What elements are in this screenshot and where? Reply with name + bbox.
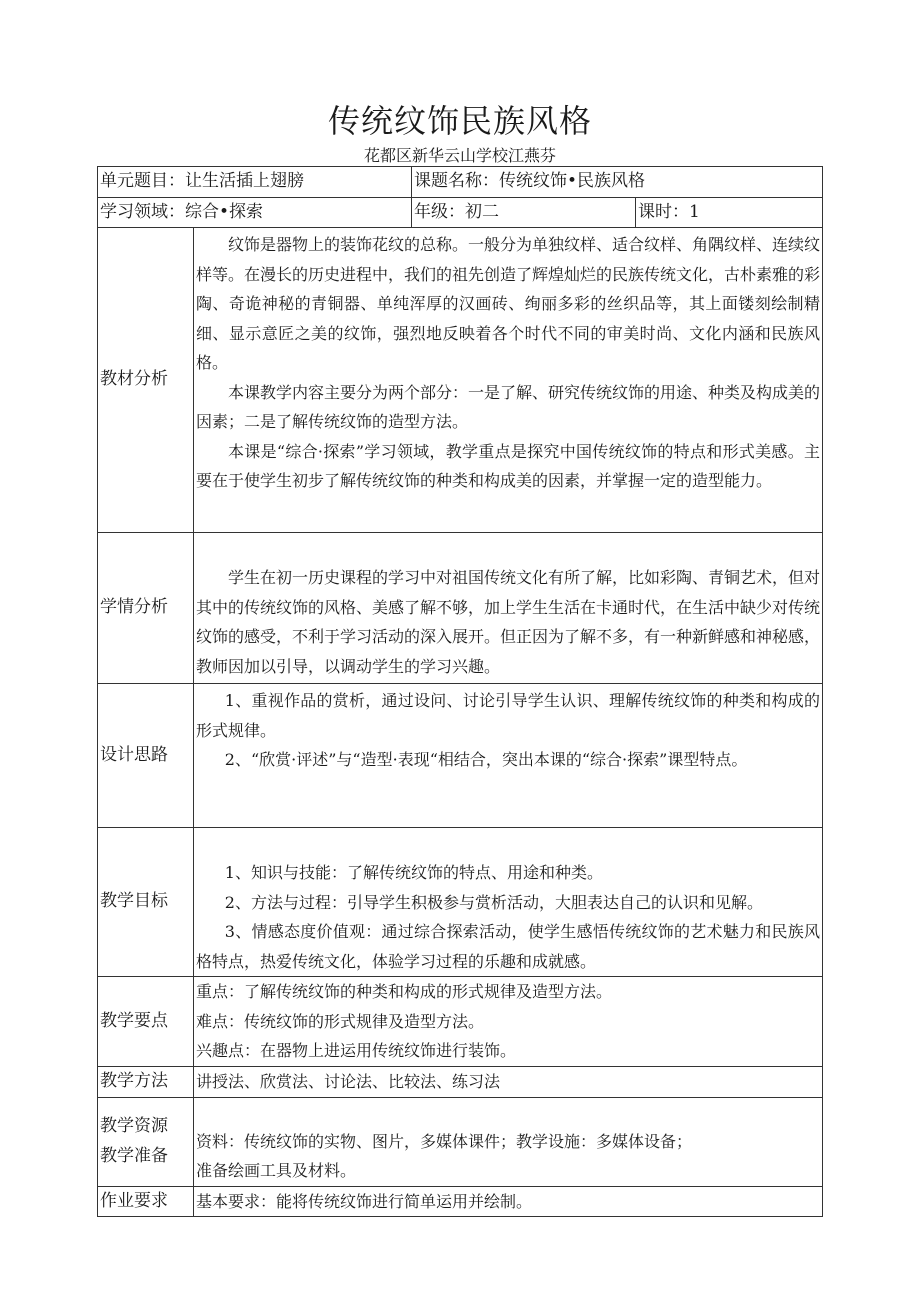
design-paragraph-1: 1、重视作品的赏析，通过设问、讨论引导学生认识、理解传统纹饰的种类和构成的形式规律。 <box>196 691 820 740</box>
lesson-plan-table <box>97 166 823 1217</box>
student-paragraph-1: 学生在初一历史课程的学习中对祖国传统文化有所了解，比如彩陶、青铜艺术，但对其中的传统纹饰的风格、美感了解不够，加上学生生活在卡通时代，在生活中缺少对传统纹饰的感受，不利于学习活动的深入展开。但正因为了解不多，有一种新鲜感和神秘感，教师因加以引导，以调动学生的学习兴趣。 <box>196 568 821 676</box>
methods-content: 讲授法、欣赏法、讨论法、比较法、练习法 <box>194 1067 823 1098</box>
author-line: 花都区新华云山学校江燕芬 <box>363 146 556 165</box>
student-analysis-label: 学情分析 <box>98 533 194 684</box>
student-analysis-content <box>194 533 823 684</box>
design-paragraph-2: 2、“欣赏·评述”与“造型·表现“相结合，突出本课的“综合·探索”课型特点。 <box>224 750 748 769</box>
resources-line-1: 资料：传统纹饰的实物、图片，多媒体课件；教学设施：多媒体设备； <box>196 1131 693 1151</box>
objectives-label: 教学目标 <box>98 828 194 977</box>
material-paragraph-1: 纹饰是器物上的装饰花纹的总称。一般分为单独纹样、适合纹样、角隅纹样、连续纹样等。在漫长的历史进程中，我们的祖先创造了辉煌灿烂的民族传统文化，古朴素雅的彩陶、奇诡神秘的青铜器、单纯浑厚的汉画砖、绚丽多彩的丝织品等，其上面镂刻绘制精细、显示意匠之美的纹饰，强烈地反映着各个时代不同的审美时尚、文化内涵和民族风格。 <box>196 235 821 372</box>
resources-line-2: 准备绘画工具及材料。 <box>196 1161 357 1180</box>
class-hours-cell: 课时：1 <box>636 197 823 228</box>
lesson-name-cell: 课题名称：传统纹饰•民族风格 <box>412 167 823 198</box>
objective-3: 3、情感态度价值观：通过综合探索活动，使学生感悟传统纹饰的艺术魅力和民族风格特点，热爱传统文化，体验学习过程的乐趣和成就感。 <box>196 922 820 971</box>
unit-topic-cell: 单元题目：让生活插上翅膀 <box>98 167 412 198</box>
objective-2: 2、方法与过程：引导学生积极参与赏析活动，大胆表达自己的认识和见解。 <box>224 892 763 912</box>
key-points-label: 教学要点 <box>98 977 194 1067</box>
table-row <box>98 828 823 977</box>
page-title: 传统纹饰民族风格 <box>327 102 592 140</box>
homework-content: 基本要求：能将传统纹饰进行简单运用并绘制。 <box>194 1186 823 1217</box>
table-row <box>98 197 823 228</box>
difficulty-line: 难点：传统纹饰的形式规律及造型方法。 <box>196 1011 485 1031</box>
key-points-content <box>194 977 823 1067</box>
material-analysis-content <box>194 228 823 533</box>
table-row <box>98 977 823 1067</box>
objectives-content <box>194 828 823 977</box>
homework-label: 作业要求 <box>98 1186 194 1217</box>
material-paragraph-2: 本课教学内容主要分为两个部分：一是了解、研究传统纹饰的用途、种类及构成美的因素；二是了解传统纹饰的造型方法。 <box>196 382 821 431</box>
methods-label: 教学方法 <box>98 1067 194 1098</box>
table-row <box>98 167 823 198</box>
material-analysis-label: 教材分析 <box>98 228 194 533</box>
grade-cell: 年级：初二 <box>412 197 636 228</box>
study-field-cell: 学习领域：综合•探索 <box>98 197 412 228</box>
key-point-line: 重点：了解传统纹饰的种类和构成的形式规律及造型方法。 <box>196 982 613 1002</box>
interest-line: 兴趣点：在器物上进运用传统纹饰进行装饰。 <box>196 1041 517 1061</box>
table-row <box>98 684 823 828</box>
table-row <box>98 228 823 533</box>
table-row <box>98 1097 823 1186</box>
resources-content <box>194 1097 823 1186</box>
table-row <box>98 533 823 684</box>
design-idea-label: 设计思路 <box>98 684 194 828</box>
resources-label-line-1: 教学资源 <box>100 1116 168 1136</box>
objective-1: 1、知识与技能：了解传统纹饰的特点、用途和种类。 <box>224 863 603 882</box>
table-row <box>98 1186 823 1217</box>
table-row <box>98 1067 823 1098</box>
design-idea-content <box>194 684 823 828</box>
material-paragraph-3: 本课是“综合·探索”学习领域，教学重点是探究中国传统纹饰的特点和形式美感。主要在于使学生初步了解传统纹饰的种类和构成美的因素，并掌握一定的造型能力。 <box>196 441 820 490</box>
resources-label <box>98 1097 194 1186</box>
resources-label-line-2: 教学准备 <box>100 1145 168 1166</box>
